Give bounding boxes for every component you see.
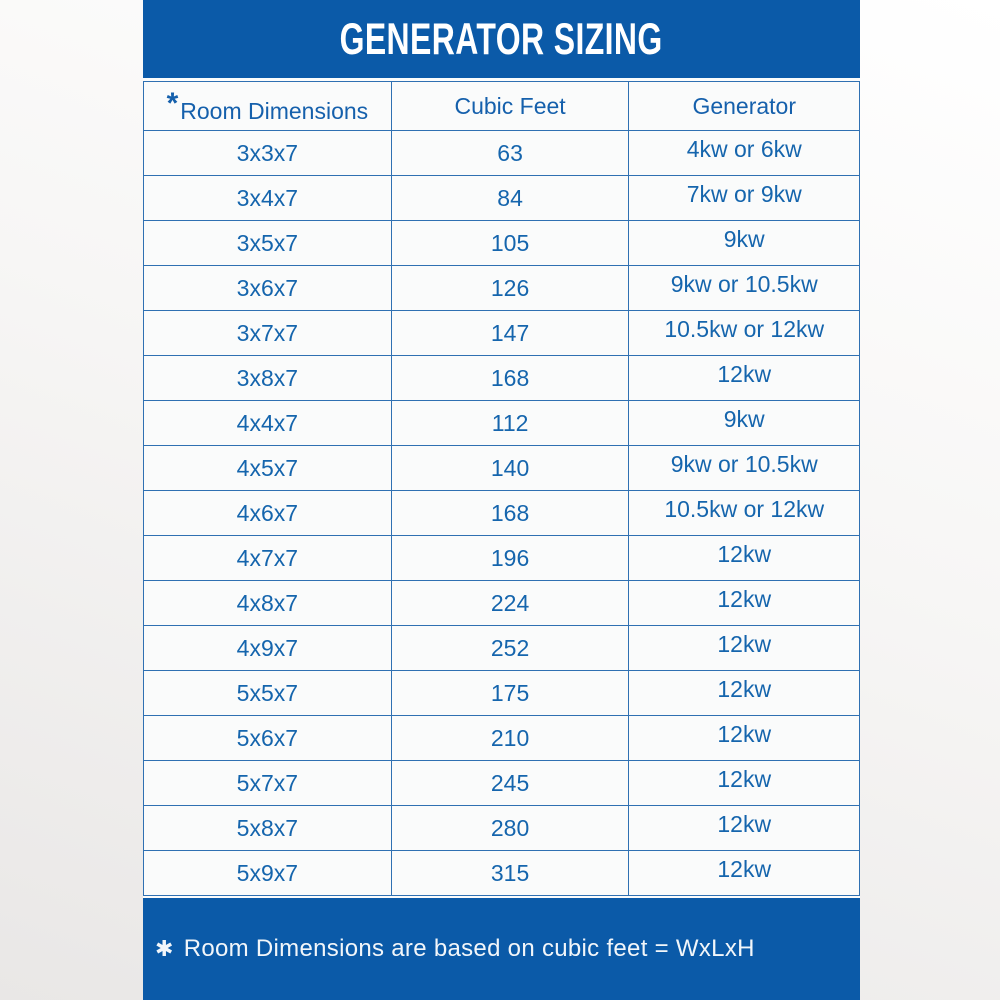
table-row — [144, 311, 860, 356]
cubic-feet-cell: 224 — [391, 581, 629, 626]
room-dimensions-cell: 3x4x7 — [144, 176, 392, 221]
footnote-text — [155, 935, 755, 963]
cubic-feet-cell: 210 — [391, 716, 629, 761]
table-body — [144, 131, 860, 896]
generator-cell: 7kw or 9kw — [629, 176, 860, 221]
table-row — [144, 221, 860, 266]
cubic-feet-cell: 315 — [391, 851, 629, 896]
column-header-room-dimensions — [144, 82, 392, 131]
footnote-bar — [143, 898, 860, 1000]
table-row — [144, 401, 860, 446]
room-dimensions-cell: 4x8x7 — [144, 581, 392, 626]
page-title: GENERATOR SIZING — [339, 13, 664, 64]
cubic-feet-cell: 84 — [391, 176, 629, 221]
generator-cell: 9kw — [629, 401, 860, 446]
table-row — [144, 491, 860, 536]
cubic-feet-cell: 175 — [391, 671, 629, 716]
table-row — [144, 806, 860, 851]
cubic-feet-cell: 168 — [391, 356, 629, 401]
table-row — [144, 581, 860, 626]
table-row — [144, 176, 860, 221]
generator-cell: 10.5kw or 12kw — [629, 311, 860, 356]
generator-cell: 9kw or 10.5kw — [629, 446, 860, 491]
cubic-feet-cell: 126 — [391, 266, 629, 311]
cubic-feet-cell: 112 — [391, 401, 629, 446]
generator-cell: 4kw or 6kw — [629, 131, 860, 176]
cubic-feet-cell: 147 — [391, 311, 629, 356]
table-row — [144, 446, 860, 491]
room-dimensions-cell: 5x7x7 — [144, 761, 392, 806]
table-row — [144, 761, 860, 806]
generator-cell: 12kw — [629, 536, 860, 581]
generator-cell: 9kw or 10.5kw — [629, 266, 860, 311]
column-header-generator — [629, 82, 860, 131]
generator-cell: 12kw — [629, 356, 860, 401]
table-row — [144, 671, 860, 716]
room-dimensions-cell: 5x5x7 — [144, 671, 392, 716]
table-row — [144, 626, 860, 671]
table-row — [144, 536, 860, 581]
cubic-feet-cell: 168 — [391, 491, 629, 536]
generator-sizing-card — [143, 0, 860, 1000]
table-row — [144, 266, 860, 311]
column-header-label: Generator — [692, 92, 796, 119]
room-dimensions-cell: 4x5x7 — [144, 446, 392, 491]
table-row — [144, 131, 860, 176]
room-dimensions-cell: 5x9x7 — [144, 851, 392, 896]
footnote-label: Room Dimensions are based on cubic feet = WxLxH — [183, 935, 755, 962]
table-header-row — [144, 82, 860, 131]
column-header-cubic-feet — [391, 82, 629, 131]
generator-cell: 12kw — [629, 581, 860, 626]
cubic-feet-cell: 63 — [391, 131, 629, 176]
generator-cell: 12kw — [629, 851, 860, 896]
generator-cell: 12kw — [629, 626, 860, 671]
column-header-label: Room Dimensions — [180, 98, 369, 124]
room-dimensions-cell: 3x7x7 — [144, 311, 392, 356]
table-row — [144, 716, 860, 761]
generator-sizing-table — [143, 81, 860, 896]
cubic-feet-cell: 105 — [391, 221, 629, 266]
generator-cell: 12kw — [629, 761, 860, 806]
footnote-asterisk-icon: ✱ — [155, 936, 174, 961]
column-header-label: Cubic Feet — [454, 92, 566, 119]
generator-cell: 12kw — [629, 671, 860, 716]
cubic-feet-cell: 140 — [391, 446, 629, 491]
table-row — [144, 356, 860, 401]
room-dimensions-cell: 4x7x7 — [144, 536, 392, 581]
cubic-feet-cell: 252 — [391, 626, 629, 671]
room-dimensions-cell: 4x9x7 — [144, 626, 392, 671]
room-dimensions-cell: 4x6x7 — [144, 491, 392, 536]
room-dimensions-cell: 3x6x7 — [144, 266, 392, 311]
generator-cell: 12kw — [629, 806, 860, 851]
table-row — [144, 851, 860, 896]
cubic-feet-cell: 280 — [391, 806, 629, 851]
cubic-feet-cell: 245 — [391, 761, 629, 806]
title-bar — [143, 0, 860, 78]
room-dimensions-cell: 5x8x7 — [144, 806, 392, 851]
room-dimensions-cell: 3x3x7 — [144, 131, 392, 176]
generator-cell: 10.5kw or 12kw — [629, 491, 860, 536]
room-dimensions-cell: 3x5x7 — [144, 221, 392, 266]
room-dimensions-cell: 3x8x7 — [144, 356, 392, 401]
generator-cell: 9kw — [629, 221, 860, 266]
cubic-feet-cell: 196 — [391, 536, 629, 581]
room-dimensions-cell: 5x6x7 — [144, 716, 392, 761]
asterisk-mark: * — [166, 87, 179, 120]
room-dimensions-cell: 4x4x7 — [144, 401, 392, 446]
generator-cell: 12kw — [629, 716, 860, 761]
